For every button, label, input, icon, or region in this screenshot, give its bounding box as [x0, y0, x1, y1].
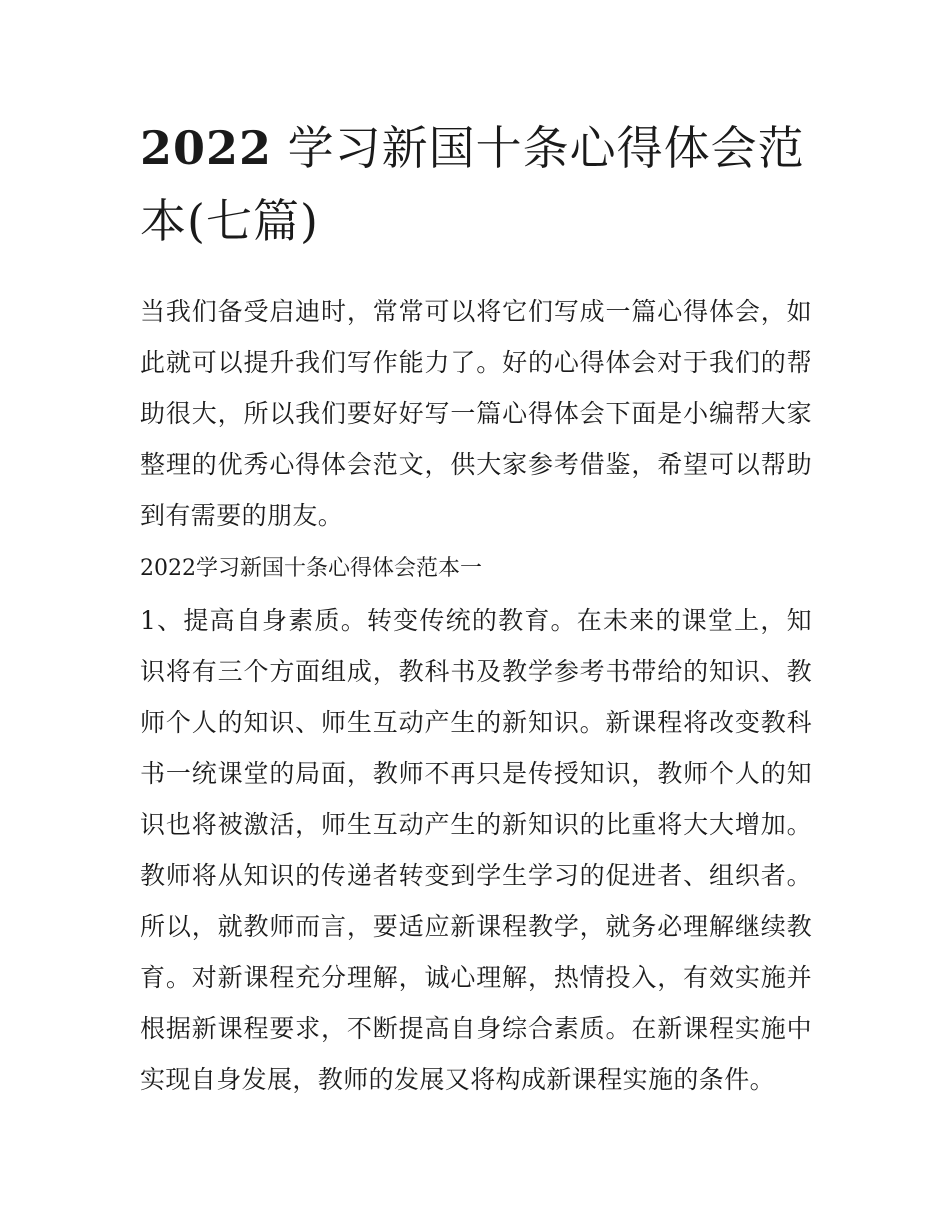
document-page — [140, 112, 812, 1105]
title-year: 2022 — [140, 121, 273, 175]
intro-paragraph: 当我们备受启迪时，常常可以将它们写成一篇心得体会，如此就可以提升我们写作能力了。好的心得体会对于我们的帮助很大，所以我们要好好写一篇心得体会下面是小编帮大家整理的优秀心得体会范文，供大家参考借鉴，希望可以帮助到有需要的朋友。 — [140, 297, 812, 530]
title-text: 学习新国十条心得体会范本(七篇) — [140, 121, 805, 248]
section-heading: 2022学习新国十条心得体会范本一 — [140, 556, 482, 581]
section-body-paragraph: 1、提高自身素质。转变传统的教育。在未来的课堂上，知识将有三个方面组成，教科书及教学参考书带给的知识、教师个人的知识、师生互动产生的新知识。新课程将改变教科书一统课堂的局面，教师不再只是传授知识，教师个人的知识也将被激活，师生互动产生的新知识的比重将大大增加。教师将从知识的传递者转变到学生学习的促进者、组织者。所以，就教师而言，要适应新课程教学，就务必理解继续教育。对新课程充分理解，诚心理解，热情投入，有效实施并根据新课程要求，不断提高自身综合素质。在新课程实施中实现自身发展，教师的发展又将构成新课程实施的条件。 — [140, 606, 812, 1094]
document-title — [140, 112, 812, 258]
